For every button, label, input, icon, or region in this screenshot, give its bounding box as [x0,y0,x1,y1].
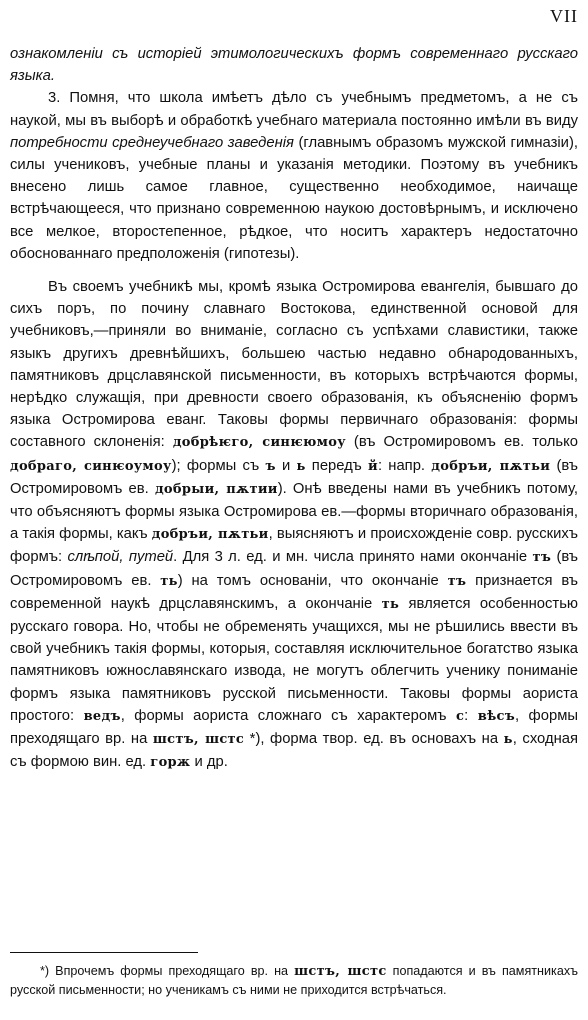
old-slavonic-form: добрѣѥго, синѥюмоу [172,435,346,451]
paragraph-3 [10,87,578,265]
italic-phrase: слѣпой, путей [67,549,174,566]
old-slavonic-form: добръи, пѫтьи [431,458,551,474]
old-slavonic-form: й [367,458,378,474]
footnote [10,962,578,999]
old-slavonic-form: ь [503,732,513,748]
text-run: и [275,457,297,474]
text-run: : [464,707,478,724]
old-slavonic-form: горж [150,755,191,771]
old-slavonic-form: добрыи, пѫтии [154,481,278,497]
old-slavonic-form: ть [381,596,400,612]
text-run: попадаются и въ памятникахъ русской письменности; но ученикамъ съ ними не приходится встрѣчаться. [10,964,578,997]
italic-phrase: потребности среднеучебнаго заведенія [10,134,294,151]
text-run: ); формы съ [171,457,266,474]
old-slavonic-form: ъ [265,458,276,474]
text-run: , выясняютъ и происхожденіе совр. русскихъ формъ: [10,526,578,566]
text-run: ) на томъ основаніи, что окончаніе [177,572,448,589]
text-run: . Для 3 л. ед. и мн. числа принято нами окончаніе [173,549,533,566]
italic-phrase: ознакомленіи съ исторіей этимологическихъ формъ современнагo русскаго языка. [10,46,578,85]
paragraph-4 [10,276,578,774]
old-slavonic-form: с [455,708,465,724]
text-run: (главнымъ образомъ мужской гимназіи), силы учениковъ, учебные планы и указанія методики. Поэтому въ учебникъ внесено лишь самое главное, существенно необходимое, наичаще встрѣчающееся, что признано современною наукою достовѣрнымъ, и исключено все мелкое, второстепенное, рѣдкое, что носитъ характеръ недостаточно обоснованнаго предположенія (гипотезы). [10,134,578,262]
old-slavonic-form: шстъ, шстс [152,732,245,748]
text-run: , сходная съ формою вин. ед. [10,731,579,771]
text-run: (въ Остромировомъ ев. только [345,434,579,451]
text-run: (въ Остромировомъ ев. [10,457,579,497]
old-slavonic-form: добраго, синѥоумоу [10,458,172,474]
text-run: и др. [190,754,228,771]
text-run: *), форма твор. ед. въ основахъ на [244,731,504,748]
old-slavonic-form: ь [296,458,306,474]
text-run: *) Впрочемъ формы преходящаго вр. на [40,964,295,978]
text-run: , формы аориста сложнаго съ характеромъ [120,707,456,724]
old-slavonic-form: добръи, пѫтьи [151,527,269,543]
text-run: признается въ современной наукѣ дрцславянскимъ, а окончаніе [10,572,578,612]
text-run: 3. Помня, что школа имѣетъ дѣло съ учебнымъ предметомъ, а не съ наукой, мы въ выборѣ и обработкѣ учебнаго материала постоянно имѣли въ виду [10,90,578,129]
old-slavonic-form: шстъ, шстс [294,964,387,979]
text-run: (въ Остромировомъ ев. [10,549,579,589]
old-slavonic-form: тъ [532,550,552,566]
text-run: Въ своемъ учебникѣ мы, кромѣ языка Остромирова евангелія, бывшаго до сихъ поръ, по почину славнаго Востокова, единственной основой для учебниковъ,—приняли во вниманіе, согласно съ успѣхами славистики, также языкъ другихъ древнѣйшихъ, большею частью недавно обнародованныхъ, памятниковъ дрцславянской письменности, въ которыхъ встрѣчаются формы, нерѣдко служащія, при древности своего образованія, къ объясненію формъ языка Остромирова еванг. Таковы формы первичнаго образованія: формы составного склоненія: [10,279,578,451]
old-slavonic-form: вѣсъ [477,708,515,724]
old-slavonic-form: ведъ [83,708,121,724]
text-run: является особенностью русскаго говора. Но, чтобы не обременять учащихся, мы не рѣшились ввести въ свой учебникъ такія формы, которыя, составляя исключительное богатство языка памятниковъ южнославянскаго извода, не могутъ облегчить ученику пониманіе формъ языка памятниковъ русской письменности. Таковы формы аориста простого: [10,595,578,724]
text-run: : напр. [377,457,432,474]
footnote-divider [10,952,198,953]
text-run: передъ [305,457,368,474]
text-run: ). Онѣ введены нами въ учебникъ потому, что объясняютъ формы языка Остромирова ев.—формы вторичнаго образованія, а такія формы, какъ [10,480,579,543]
old-slavonic-form: ть [160,573,178,589]
text-run: , формы преходящаго вр. на [10,707,578,748]
paragraph-continuation [10,43,578,87]
old-slavonic-form: тъ [447,573,467,589]
body-text [10,43,578,775]
page-number: VII [550,6,578,26]
